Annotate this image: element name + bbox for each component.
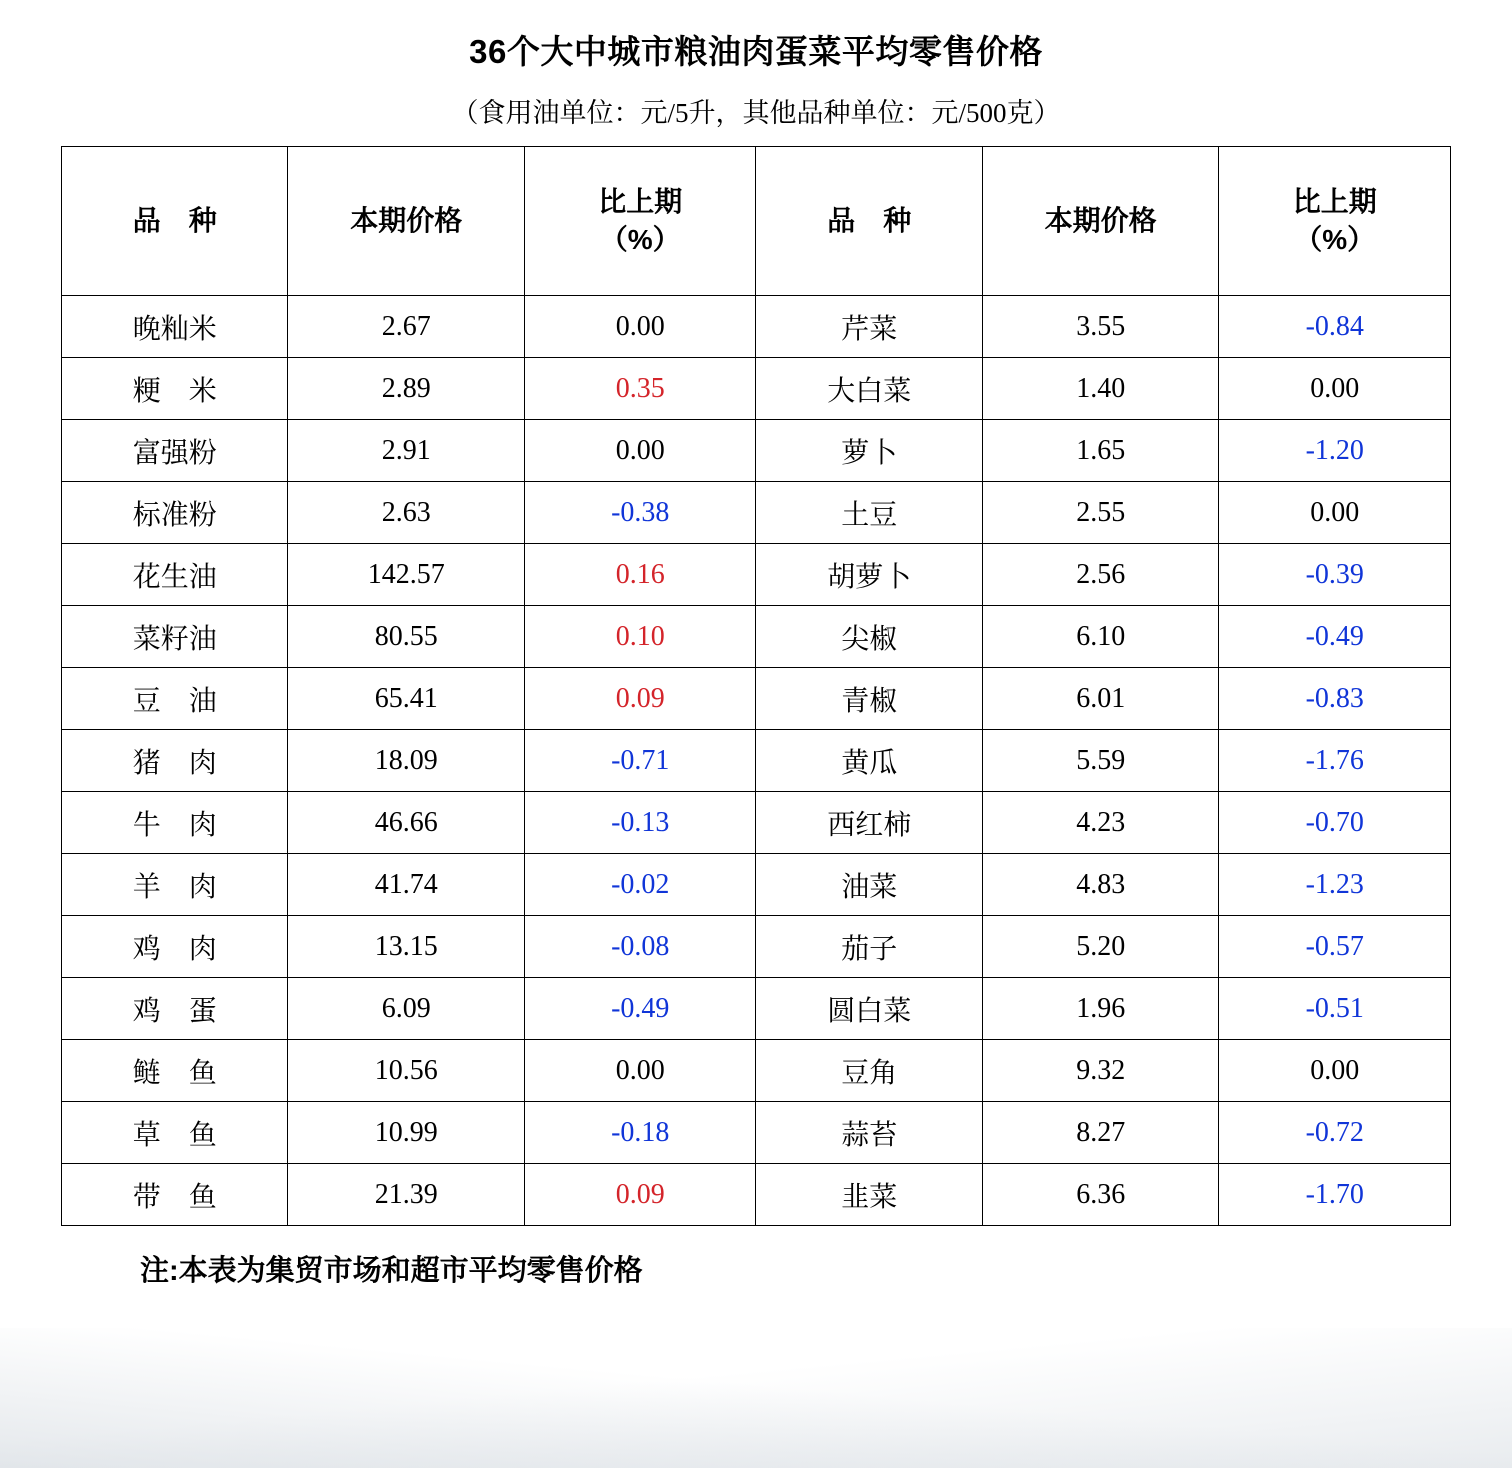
row-price-right: 6.36 [982,1164,1219,1226]
row-name-left: 豆 油 [62,668,288,730]
row-price-right: 8.27 [982,1102,1219,1164]
row-change-right: 0.00 [1219,358,1451,420]
table-row [62,730,1451,792]
page-subtitle: （食用油单位：元/5升，其他品种单位：元/500克） [451,98,1061,128]
row-name-right: 西红柿 [756,792,982,854]
row-change-right: 0.00 [1219,482,1451,544]
row-price-left: 18.09 [288,730,525,792]
row-name-left: 菜籽油 [62,606,288,668]
row-price-left: 13.15 [288,916,525,978]
table-row [62,358,1451,420]
row-price-right: 4.23 [982,792,1219,854]
row-change-right: -1.20 [1219,420,1451,482]
row-name-right: 蒜苔 [756,1102,982,1164]
row-change-left: -0.38 [524,482,755,544]
table-row [62,978,1451,1040]
row-change-right: -1.76 [1219,730,1451,792]
table-body [62,296,1451,1226]
page-watermark [0,1328,1512,1468]
row-name-right: 油菜 [756,854,982,916]
page-title: 36个大中城市粮油肉蛋菜平均零售价格 [469,33,1043,70]
row-price-left: 46.66 [288,792,525,854]
row-price-left: 2.91 [288,420,525,482]
row-price-right: 5.59 [982,730,1219,792]
table-note: 注:本表为集贸市场和超市平均零售价格 [140,1255,643,1287]
row-name-left: 带 鱼 [62,1164,288,1226]
row-name-right: 茄子 [756,916,982,978]
row-name-left: 花生油 [62,544,288,606]
row-name-left: 羊 肉 [62,854,288,916]
row-name-left: 鲢 鱼 [62,1040,288,1102]
row-name-left: 富强粉 [62,420,288,482]
row-price-left: 2.89 [288,358,525,420]
row-change-right: -0.39 [1219,544,1451,606]
table-row [62,916,1451,978]
header-row [62,147,1451,296]
row-price-left: 6.09 [288,978,525,1040]
row-name-right: 韭菜 [756,1164,982,1226]
row-change-left: 0.00 [524,420,755,482]
table-row [62,296,1451,358]
row-change-left: 0.00 [524,296,755,358]
row-name-right: 大白菜 [756,358,982,420]
row-price-right: 3.55 [982,296,1219,358]
header-change-right-line2: （%） [1294,224,1376,255]
row-change-right: -0.72 [1219,1102,1451,1164]
header-name-left: 品 种 [62,147,288,296]
header-name-right: 品 种 [756,147,982,296]
row-change-left: 0.16 [524,544,755,606]
table-header [62,147,1451,296]
row-price-left: 65.41 [288,668,525,730]
row-change-right: -0.51 [1219,978,1451,1040]
row-price-right: 6.01 [982,668,1219,730]
row-price-left: 41.74 [288,854,525,916]
row-name-left: 粳 米 [62,358,288,420]
row-price-right: 2.55 [982,482,1219,544]
table-row [62,668,1451,730]
row-price-left: 2.67 [288,296,525,358]
row-name-right: 胡萝卜 [756,544,982,606]
price-report-page [0,26,1512,1289]
row-change-right: -0.83 [1219,668,1451,730]
row-change-left: 0.09 [524,1164,755,1226]
table-row [62,606,1451,668]
row-change-right: -1.70 [1219,1164,1451,1226]
header-price-left: 本期价格 [288,147,525,296]
row-price-left: 80.55 [288,606,525,668]
row-name-left: 晚籼米 [62,296,288,358]
row-change-right: -0.70 [1219,792,1451,854]
row-change-right: -0.49 [1219,606,1451,668]
table-row [62,544,1451,606]
row-change-right: -1.23 [1219,854,1451,916]
header-change-right-line1: 比上期 [1292,186,1377,218]
row-price-right: 4.83 [982,854,1219,916]
row-name-left: 猪 肉 [62,730,288,792]
row-name-right: 青椒 [756,668,982,730]
row-name-left: 鸡 蛋 [62,978,288,1040]
header-change-left-line2: （%） [599,224,681,255]
row-price-right: 1.65 [982,420,1219,482]
table-row [62,854,1451,916]
table-row [62,420,1451,482]
table-row [62,792,1451,854]
row-name-right: 芹菜 [756,296,982,358]
price-table [61,146,1451,1226]
row-change-right: 0.00 [1219,1040,1451,1102]
row-name-left: 牛 肉 [62,792,288,854]
row-change-right: -0.84 [1219,296,1451,358]
row-change-left: 0.09 [524,668,755,730]
row-change-right: -0.57 [1219,916,1451,978]
row-change-left: -0.02 [524,854,755,916]
row-price-right: 6.10 [982,606,1219,668]
table-row [62,1164,1451,1226]
header-change-left [524,147,755,296]
row-change-left: 0.10 [524,606,755,668]
row-name-left: 鸡 肉 [62,916,288,978]
row-name-right: 豆角 [756,1040,982,1102]
row-name-right: 尖椒 [756,606,982,668]
row-change-left: -0.71 [524,730,755,792]
row-name-right: 土豆 [756,482,982,544]
row-change-left: 0.35 [524,358,755,420]
row-change-left: -0.13 [524,792,755,854]
row-price-right: 1.96 [982,978,1219,1040]
row-change-left: -0.49 [524,978,755,1040]
row-price-right: 1.40 [982,358,1219,420]
row-price-left: 10.56 [288,1040,525,1102]
header-price-right: 本期价格 [982,147,1219,296]
row-change-left: -0.18 [524,1102,755,1164]
table-row [62,1040,1451,1102]
row-name-right: 萝卜 [756,420,982,482]
row-price-left: 2.63 [288,482,525,544]
table-row [62,1102,1451,1164]
header-change-right [1219,147,1451,296]
row-change-left: -0.08 [524,916,755,978]
row-name-left: 草 鱼 [62,1102,288,1164]
row-price-left: 10.99 [288,1102,525,1164]
row-change-left: 0.00 [524,1040,755,1102]
row-price-right: 9.32 [982,1040,1219,1102]
row-name-left: 标准粉 [62,482,288,544]
header-change-left-line1: 比上期 [598,186,683,218]
row-price-left: 142.57 [288,544,525,606]
row-price-left: 21.39 [288,1164,525,1226]
row-price-right: 2.56 [982,544,1219,606]
row-price-right: 5.20 [982,916,1219,978]
row-name-right: 圆白菜 [756,978,982,1040]
row-name-right: 黄瓜 [756,730,982,792]
table-row [62,482,1451,544]
